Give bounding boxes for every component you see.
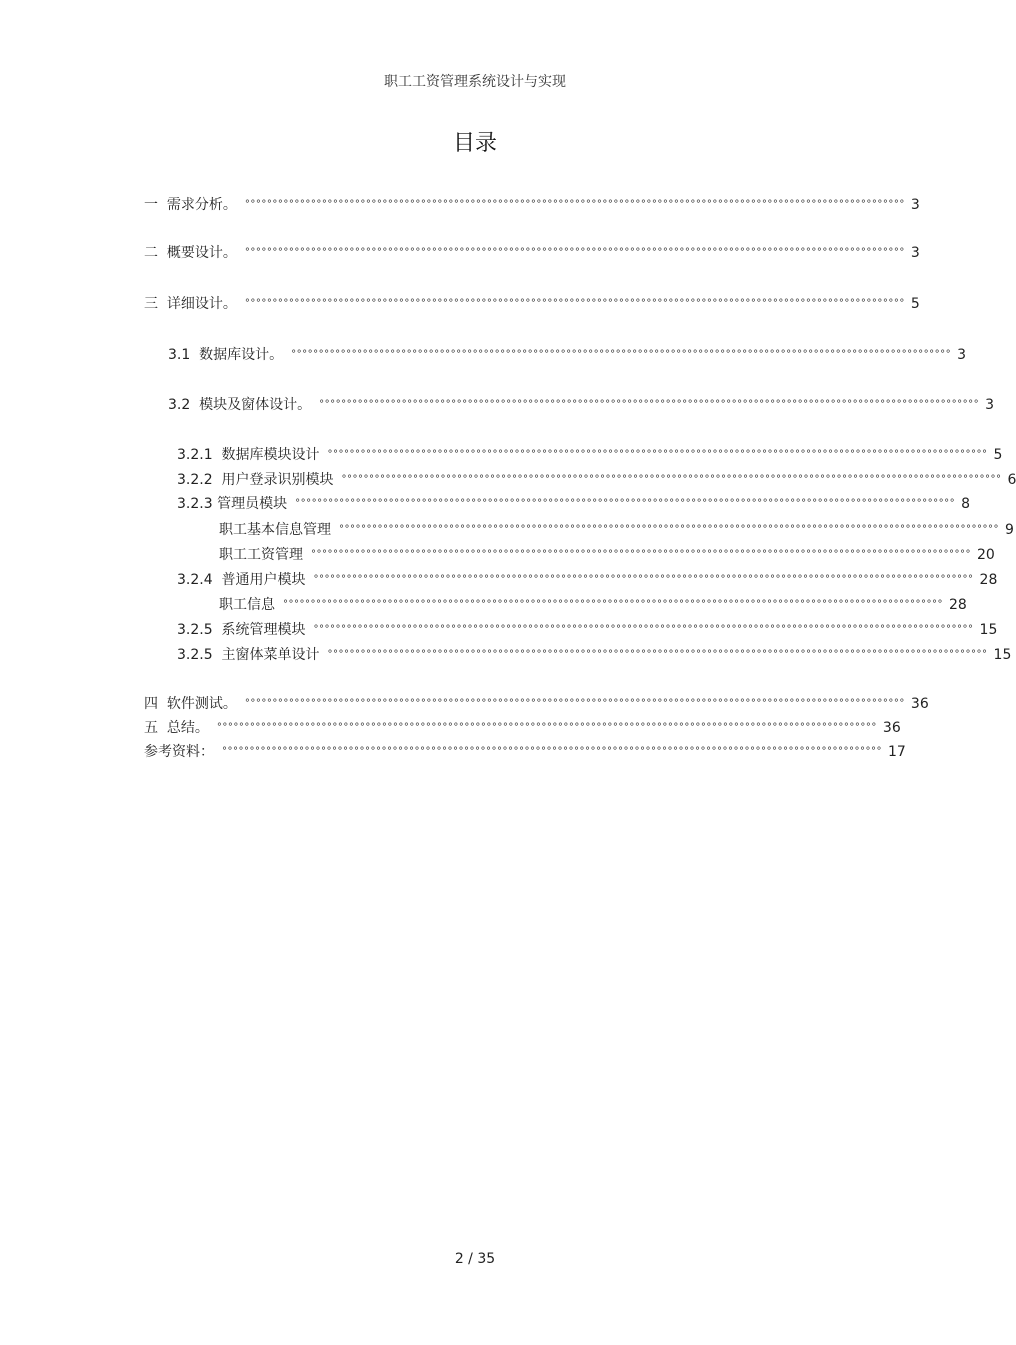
toc-entry-page: 15 <box>993 647 1012 663</box>
toc-entry-page: 36 <box>882 720 901 736</box>
toc-dot-leader: °°°°°°°°°°°°°°°°°°°°°°°°°°°°°°°°°°°°°°°°°°°°°°°°°°°°°°°°°°°°°°°°°°°°°°°°°°°°°°°°°°°°°°°°°°°°°°°°°°°°°°°°°°°°°°°°°°°°°°°° <box>319 399 980 410</box>
toc-entry-number: 3.2 <box>168 397 200 413</box>
toc-dot-leader: °°°°°°°°°°°°°°°°°°°°°°°°°°°°°°°°°°°°°°°°°°°°°°°°°°°°°°°°°°°°°°°°°°°°°°°°°°°°°°°°°°°°°°°°°°°°°°°°°°°°°°°°°°°°°°°°°°°°°°°° <box>244 298 905 309</box>
toc-entry-number: 3.2.5 <box>177 622 222 638</box>
toc-entry[interactable] <box>177 570 998 590</box>
toc-entry-page: 3 <box>910 245 920 261</box>
toc-entry[interactable] <box>144 718 901 738</box>
toc-entry-number: 一 <box>144 197 167 213</box>
toc-dot-leader: °°°°°°°°°°°°°°°°°°°°°°°°°°°°°°°°°°°°°°°°°°°°°°°°°°°°°°°°°°°°°°°°°°°°°°°°°°°°°°°°°°°°°°°°°°°°°°°°°°°°°°°°°°°°°°°°°°°°°°°° <box>311 549 971 560</box>
toc-dot-leader: °°°°°°°°°°°°°°°°°°°°°°°°°°°°°°°°°°°°°°°°°°°°°°°°°°°°°°°°°°°°°°°°°°°°°°°°°°°°°°°°°°°°°°°°°°°°°°°°°°°°°°°°°°°°°°°°°°°°°°°° <box>216 722 877 733</box>
toc-entry[interactable] <box>144 742 906 762</box>
toc-dot-leader: °°°°°°°°°°°°°°°°°°°°°°°°°°°°°°°°°°°°°°°°°°°°°°°°°°°°°°°°°°°°°°°°°°°°°°°°°°°°°°°°°°°°°°°°°°°°°°°°°°°°°°°°°°°°°°°°°°°°°°°° <box>222 746 882 757</box>
toc-dot-leader: °°°°°°°°°°°°°°°°°°°°°°°°°°°°°°°°°°°°°°°°°°°°°°°°°°°°°°°°°°°°°°°°°°°°°°°°°°°°°°°°°°°°°°°°°°°°°°°°°°°°°°°°°°°°°°°°°°°°°°°° <box>339 524 999 535</box>
toc-entry-page: 8 <box>961 496 970 512</box>
toc-entry[interactable] <box>168 345 967 365</box>
toc-entry-page: 36 <box>910 696 929 712</box>
toc-entry[interactable] <box>144 195 920 215</box>
toc-entry-number: 3.2.1 <box>177 447 222 463</box>
toc-entry-number: 五 <box>144 720 167 736</box>
toc-entry-label: 总结。 <box>166 720 209 736</box>
toc-entry[interactable] <box>144 694 929 714</box>
toc-dot-leader: °°°°°°°°°°°°°°°°°°°°°°°°°°°°°°°°°°°°°°°°°°°°°°°°°°°°°°°°°°°°°°°°°°°°°°°°°°°°°°°°°°°°°°°°°°°°°°°°°°°°°°°°°°°°°°°°°°°°°°°° <box>244 698 905 709</box>
toc-entry-page: 15 <box>979 622 998 638</box>
toc-entry-page: 5 <box>993 447 1003 463</box>
toc-entry-page: 20 <box>977 547 995 563</box>
toc-entry[interactable] <box>177 494 970 514</box>
toc-dot-leader: °°°°°°°°°°°°°°°°°°°°°°°°°°°°°°°°°°°°°°°°°°°°°°°°°°°°°°°°°°°°°°°°°°°°°°°°°°°°°°°°°°°°°°°°°°°°°°°°°°°°°°°°°°°°°°°°°°°°°°°° <box>283 599 943 610</box>
toc-entry-page: 28 <box>949 597 967 613</box>
toc-entry-page: 3 <box>910 197 920 213</box>
toc-entry-page: 28 <box>979 572 998 588</box>
toc-entry-label: 系统管理模块 <box>221 622 306 638</box>
toc-entry-label: 详细设计。 <box>166 296 237 312</box>
toc-entry-number: 四 <box>144 696 167 712</box>
toc-entry-number: 3.2.2 <box>177 472 222 488</box>
toc-entry-page: 5 <box>910 296 920 312</box>
toc-entry-number: 二 <box>144 245 167 261</box>
toc-entry-page: 6 <box>1007 472 1016 488</box>
toc-entry[interactable] <box>177 620 998 640</box>
toc-entry[interactable] <box>144 294 920 314</box>
toc-entry[interactable] <box>219 520 1014 540</box>
toc-entry-label: 主窗体菜单设计 <box>221 647 320 663</box>
toc-entry[interactable] <box>177 645 1012 665</box>
toc-entry-number: 3.2.3 <box>177 496 218 512</box>
toc-entry-page: 17 <box>888 744 906 760</box>
toc-entry[interactable] <box>177 445 1003 465</box>
toc-entry-number: 3.2.4 <box>177 572 222 588</box>
page-header-title: 职工工资管理系统设计与实现 <box>384 74 566 90</box>
toc-dot-leader: °°°°°°°°°°°°°°°°°°°°°°°°°°°°°°°°°°°°°°°°°°°°°°°°°°°°°°°°°°°°°°°°°°°°°°°°°°°°°°°°°°°°°°°°°°°°°°°°°°°°°°°°°°°°°°°°°°°°°°°° <box>341 474 1002 485</box>
toc-entry-label: 软件测试。 <box>166 696 237 712</box>
toc-dot-leader: °°°°°°°°°°°°°°°°°°°°°°°°°°°°°°°°°°°°°°°°°°°°°°°°°°°°°°°°°°°°°°°°°°°°°°°°°°°°°°°°°°°°°°°°°°°°°°°°°°°°°°°°°°°°°°°°°°°°°°°° <box>327 449 988 460</box>
toc-entry[interactable] <box>219 545 995 565</box>
toc-entry-label: 职工基本信息管理 <box>219 522 331 538</box>
toc-dot-leader: °°°°°°°°°°°°°°°°°°°°°°°°°°°°°°°°°°°°°°°°°°°°°°°°°°°°°°°°°°°°°°°°°°°°°°°°°°°°°°°°°°°°°°°°°°°°°°°°°°°°°°°°°°°°°°°°°°°°°°°° <box>291 349 952 360</box>
toc-entry-number: 三 <box>144 296 167 312</box>
toc-dot-leader: °°°°°°°°°°°°°°°°°°°°°°°°°°°°°°°°°°°°°°°°°°°°°°°°°°°°°°°°°°°°°°°°°°°°°°°°°°°°°°°°°°°°°°°°°°°°°°°°°°°°°°°°°°°°°°°°°°°°°°°° <box>313 624 974 635</box>
toc-entry-label: 数据库模块设计 <box>221 447 320 463</box>
toc-entry-label: 数据库设计。 <box>199 347 284 363</box>
toc-dot-leader: °°°°°°°°°°°°°°°°°°°°°°°°°°°°°°°°°°°°°°°°°°°°°°°°°°°°°°°°°°°°°°°°°°°°°°°°°°°°°°°°°°°°°°°°°°°°°°°°°°°°°°°°°°°°°°°°°°°°°°°° <box>295 498 956 509</box>
toc-entry-label: 职工信息 <box>219 597 275 613</box>
toc-entry[interactable] <box>177 470 1016 490</box>
page-number: 2 / 35 <box>454 1251 496 1267</box>
toc-entry-page: 3 <box>985 397 995 413</box>
toc-entry-label: 概要设计。 <box>166 245 237 261</box>
toc-entry-label: 职工工资管理 <box>219 547 303 563</box>
toc-entry-number: 3.1 <box>168 347 200 363</box>
toc-entry[interactable] <box>168 395 995 415</box>
toc-entry-number: 3.2.5 <box>177 647 222 663</box>
toc-entry-label: 模块及窗体设计。 <box>199 397 312 413</box>
toc-entry[interactable] <box>144 243 920 263</box>
toc-entry-page: 9 <box>1005 522 1014 538</box>
toc-dot-leader: °°°°°°°°°°°°°°°°°°°°°°°°°°°°°°°°°°°°°°°°°°°°°°°°°°°°°°°°°°°°°°°°°°°°°°°°°°°°°°°°°°°°°°°°°°°°°°°°°°°°°°°°°°°°°°°°°°°°°°°° <box>313 574 974 585</box>
toc-entry-label: 管理员模块 <box>217 496 288 512</box>
toc-entry[interactable] <box>219 595 967 615</box>
toc-entry-label: 普通用户模块 <box>221 572 306 588</box>
toc-dot-leader: °°°°°°°°°°°°°°°°°°°°°°°°°°°°°°°°°°°°°°°°°°°°°°°°°°°°°°°°°°°°°°°°°°°°°°°°°°°°°°°°°°°°°°°°°°°°°°°°°°°°°°°°°°°°°°°°°°°°°°°° <box>327 649 988 660</box>
toc-entry-label: 参考资料： <box>144 744 214 760</box>
toc-entry-label: 用户登录识别模块 <box>221 472 334 488</box>
toc-entry-page: 3 <box>957 347 967 363</box>
toc-heading: 目录 <box>452 131 497 156</box>
toc-dot-leader: °°°°°°°°°°°°°°°°°°°°°°°°°°°°°°°°°°°°°°°°°°°°°°°°°°°°°°°°°°°°°°°°°°°°°°°°°°°°°°°°°°°°°°°°°°°°°°°°°°°°°°°°°°°°°°°°°°°°°°°° <box>244 247 905 258</box>
toc-dot-leader: °°°°°°°°°°°°°°°°°°°°°°°°°°°°°°°°°°°°°°°°°°°°°°°°°°°°°°°°°°°°°°°°°°°°°°°°°°°°°°°°°°°°°°°°°°°°°°°°°°°°°°°°°°°°°°°°°°°°°°°° <box>244 199 905 210</box>
toc-entry-label: 需求分析。 <box>166 197 237 213</box>
